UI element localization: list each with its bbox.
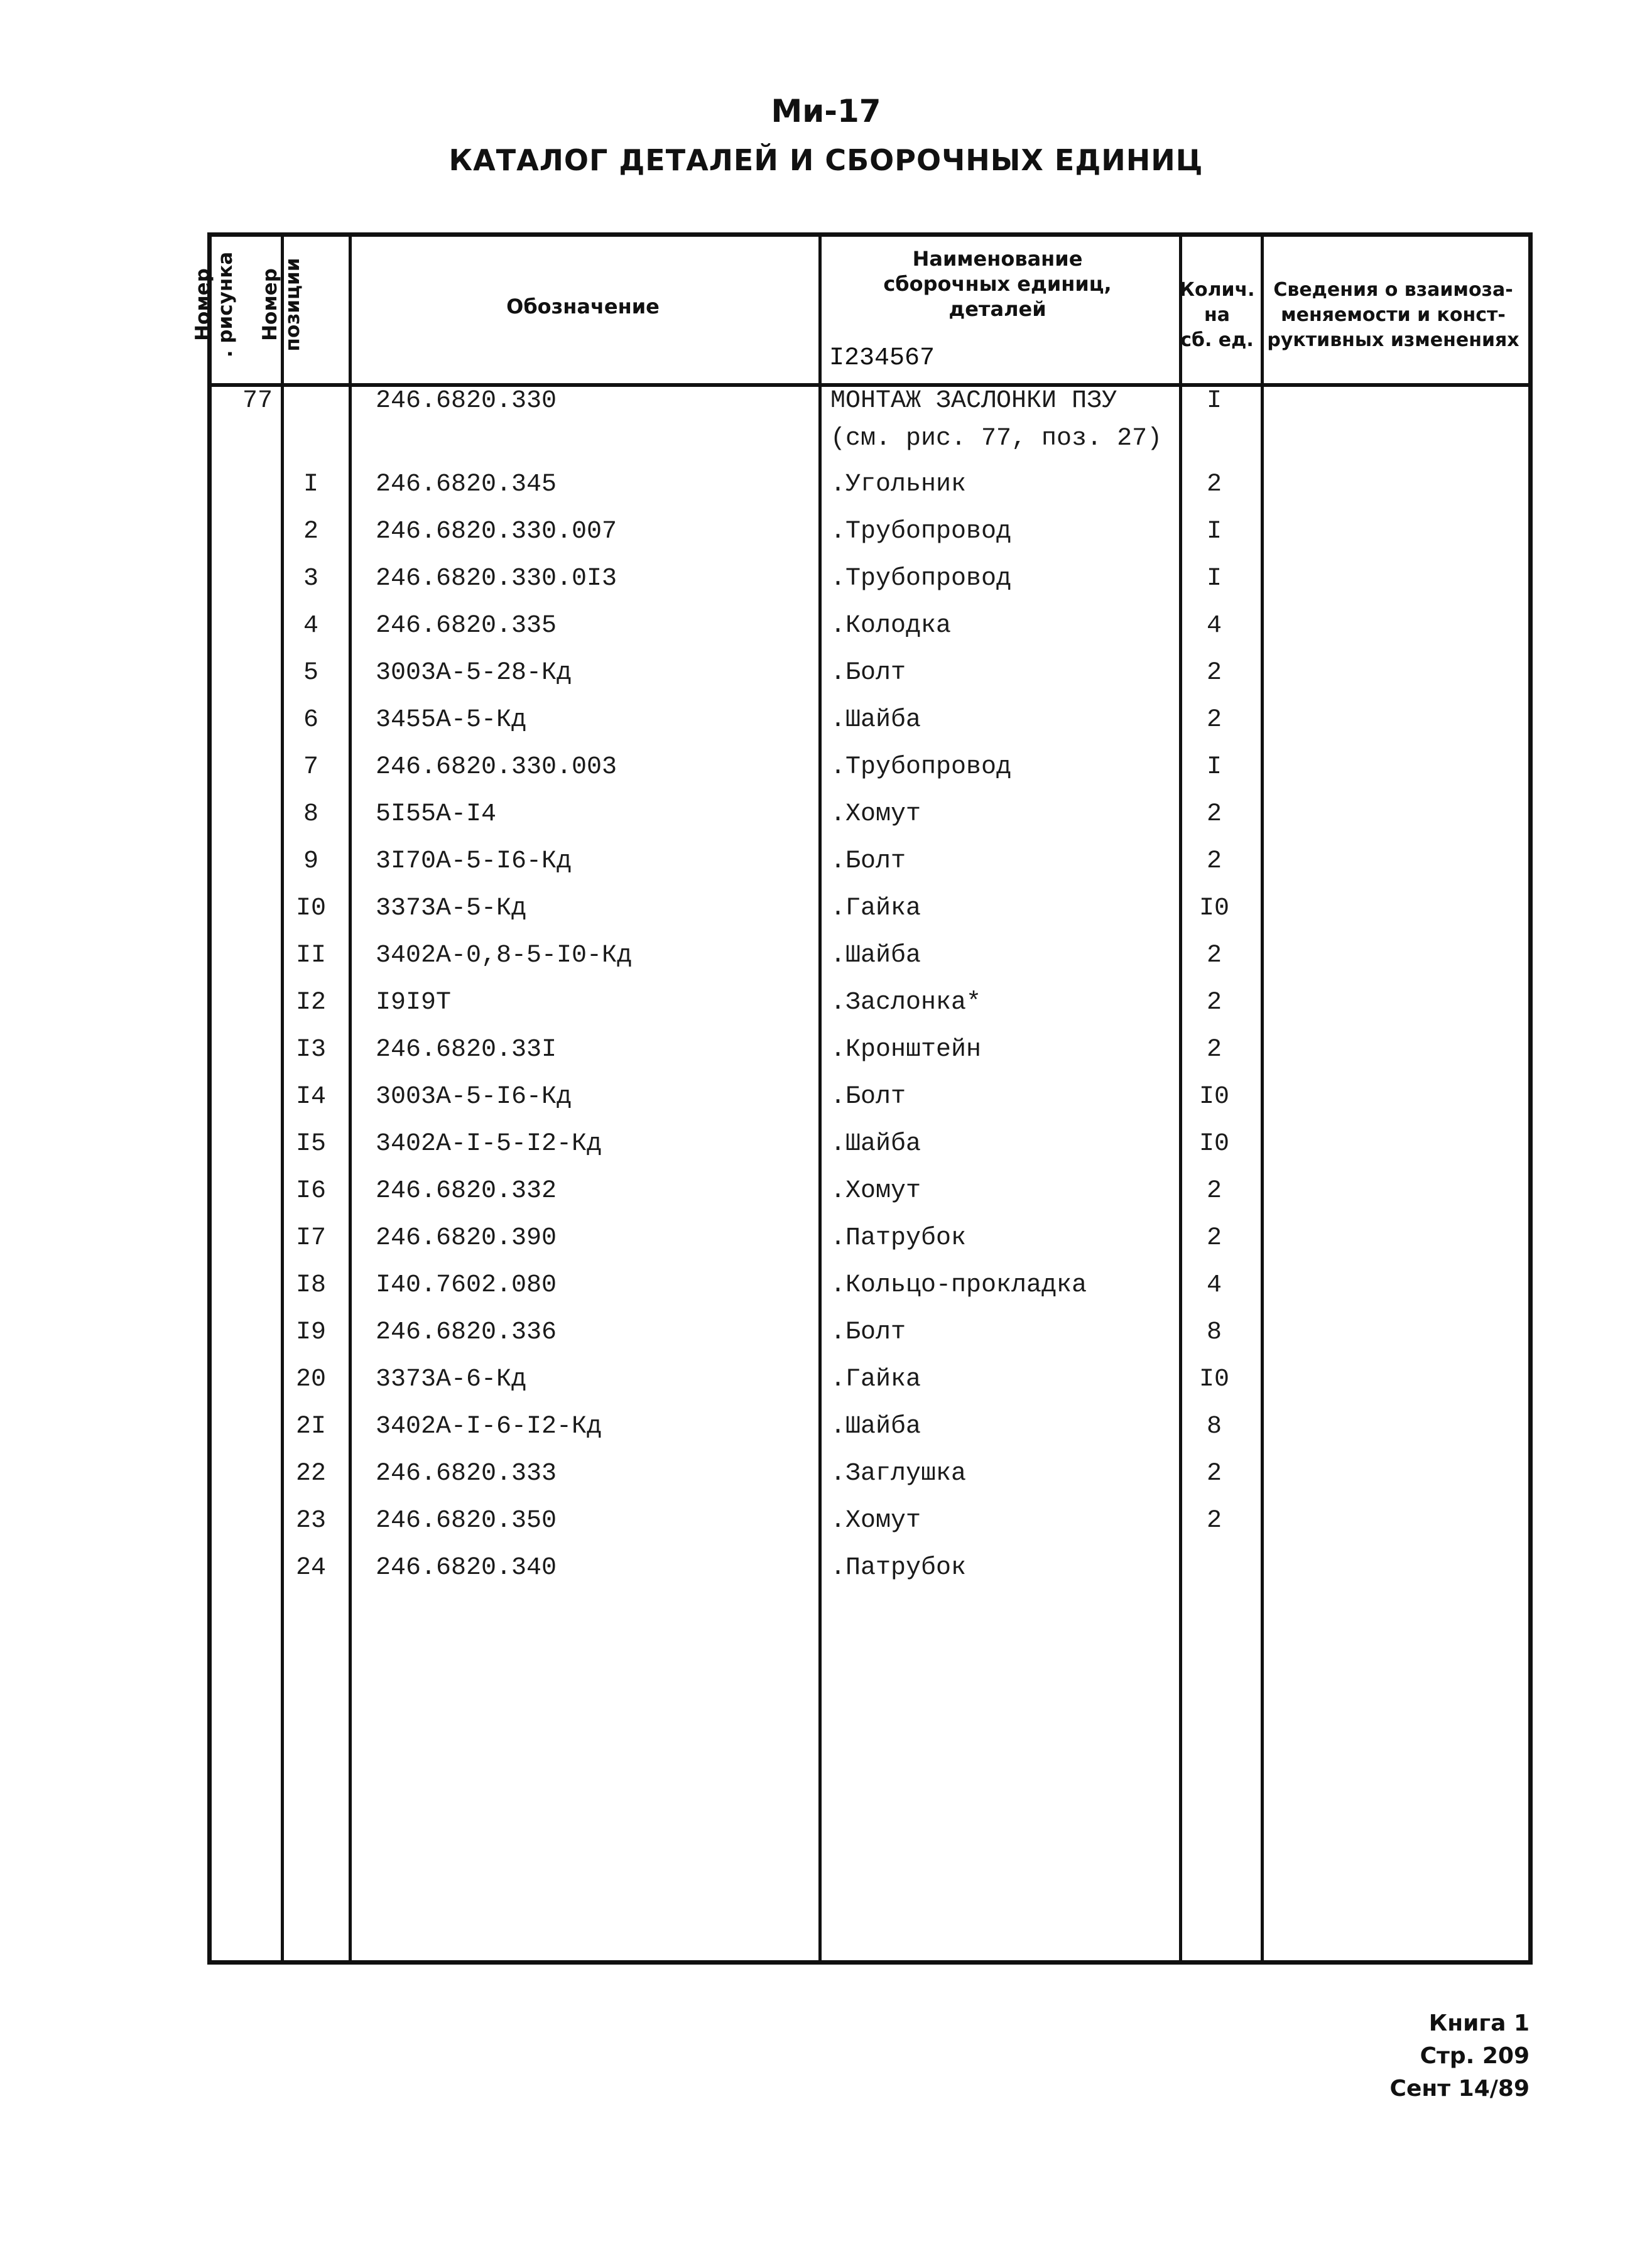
designation-cell: 3I70А-5-I6-Кд: [376, 847, 572, 876]
table-row: [0, 386, 1652, 453]
column-header-designation: Обозначение: [506, 295, 660, 318]
name-cell: .Заглушка: [830, 1460, 967, 1488]
position-cell: 23: [295, 1507, 326, 1535]
name-cell: .Трубопровод: [830, 753, 1012, 781]
name-cell: .Патрубок: [830, 1554, 967, 1582]
designation-cell: I40.7602.080: [376, 1271, 557, 1299]
name-cell: .Болт: [830, 1083, 906, 1111]
quantity-cell: 2: [1206, 1460, 1222, 1488]
table-row: [0, 1129, 1652, 1176]
quantity-cell: 2: [1206, 659, 1222, 687]
quantity-cell: I0: [1198, 1083, 1229, 1111]
designation-cell: 3003А-5-I6-Кд: [376, 1083, 572, 1111]
position-cell: 22: [295, 1460, 326, 1488]
name-cell: .Заслонка*: [830, 989, 982, 1017]
designation-cell: 246.6820.350: [376, 1507, 557, 1535]
designation-cell: 246.6820.336: [376, 1318, 557, 1347]
quantity-cell: I: [1206, 753, 1222, 781]
position-cell: 8: [303, 800, 318, 828]
name-cell: .Шайба: [830, 706, 921, 734]
designation-cell: I9I9Т: [376, 989, 452, 1017]
table-row: [0, 941, 1652, 988]
position-cell: I3: [295, 1036, 326, 1064]
name-cell: МОНТАЖ ЗАСЛОНКИ ПЗУ: [830, 387, 1117, 415]
position-cell: 3: [303, 565, 318, 593]
table-row: [0, 1035, 1652, 1082]
position-cell: 24: [295, 1554, 326, 1582]
name-cell: .Гайка: [830, 894, 921, 923]
table-row: [0, 611, 1652, 658]
position-cell: I9: [295, 1318, 326, 1347]
column-header-name-code: I234567: [829, 344, 935, 372]
table-row: [0, 988, 1652, 1035]
quantity-cell: 2: [1206, 1036, 1222, 1064]
column-header-quantity: Колич. на сб. ед.: [1179, 279, 1255, 351]
table-row: [0, 800, 1652, 847]
quantity-cell: 8: [1206, 1318, 1222, 1347]
quantity-cell: I0: [1198, 1365, 1229, 1394]
designation-cell: 246.6820.330.0I3: [376, 565, 617, 593]
designation-cell: 246.6820.335: [376, 612, 557, 640]
position-cell: I6: [295, 1177, 326, 1205]
name-cell: .Патрубок: [830, 1224, 967, 1252]
quantity-cell: I0: [1198, 1130, 1229, 1158]
table-row: [0, 1082, 1652, 1129]
designation-cell: 3373А-5-Кд: [376, 894, 527, 923]
position-cell: 5: [303, 659, 318, 687]
designation-cell: 5I55А-I4: [376, 800, 497, 828]
position-cell: I: [303, 470, 318, 499]
quantity-cell: I0: [1198, 894, 1229, 923]
designation-cell: 246.6820.390: [376, 1224, 557, 1252]
position-cell: I5: [295, 1130, 326, 1158]
column-header-notes: Сведения о взаимоза- меняемости и конст- руктивных изменениях: [1267, 279, 1519, 351]
quantity-cell: 8: [1206, 1413, 1222, 1441]
table-row: [0, 1459, 1652, 1506]
table-row: [0, 658, 1652, 705]
name-cell: .Шайба: [830, 1130, 921, 1158]
designation-cell: 246.6820.330: [376, 387, 557, 415]
quantity-cell: 4: [1206, 1271, 1222, 1299]
footer-page-number: Стр. 209: [1420, 2043, 1530, 2069]
table-row: [0, 1506, 1652, 1553]
name-cell: .Кронштейн: [830, 1036, 982, 1064]
position-cell: 4: [303, 612, 318, 640]
designation-cell: 246.6820.330.007: [376, 518, 617, 546]
position-cell: 20: [295, 1365, 326, 1394]
designation-cell: 3402А-I-6-I2-Кд: [376, 1413, 602, 1441]
name-cell: .Хомут: [830, 1177, 921, 1205]
quantity-cell: I: [1206, 387, 1222, 415]
quantity-cell: I: [1206, 565, 1222, 593]
name-cell: .Болт: [830, 1318, 906, 1347]
designation-cell: 246.6820.340: [376, 1554, 557, 1582]
name-cell: .Хомут: [830, 1507, 921, 1535]
name-cell: .Колодка: [830, 612, 952, 640]
position-cell: 2I: [295, 1413, 326, 1441]
quantity-cell: 2: [1206, 1507, 1222, 1535]
position-cell: 7: [303, 753, 318, 781]
table-row: [0, 1365, 1652, 1412]
position-cell: I4: [295, 1083, 326, 1111]
name-cell: .Болт: [830, 659, 906, 687]
designation-cell: 3402А-I-5-I2-Кд: [376, 1130, 602, 1158]
designation-cell: 3455А-5-Кд: [376, 706, 527, 734]
name-cell: .Кольцо-прокладка: [830, 1271, 1087, 1299]
designation-cell: 246.6820.33I: [376, 1036, 557, 1064]
designation-cell: 3373А-6-Кд: [376, 1365, 527, 1394]
position-cell: I0: [295, 894, 326, 923]
name-cell: .Угольник: [830, 470, 967, 499]
table-row: [0, 517, 1652, 564]
position-cell: 9: [303, 847, 318, 876]
quantity-cell: 2: [1206, 470, 1222, 499]
table-row: [0, 752, 1652, 800]
quantity-cell: 4: [1206, 612, 1222, 640]
document-model-title: Ми-17: [771, 93, 881, 129]
column-header-name: Наименование сборочных единиц, деталей: [883, 247, 1112, 321]
position-cell: I2: [295, 989, 326, 1017]
position-cell: 2: [303, 518, 318, 546]
name-cell: .Хомут: [830, 800, 921, 828]
position-cell: I8: [295, 1271, 326, 1299]
quantity-cell: 2: [1206, 1177, 1222, 1205]
table-row: [0, 1412, 1652, 1459]
quantity-cell: 2: [1206, 847, 1222, 876]
name-cell: .Болт: [830, 847, 906, 876]
table-row: [0, 705, 1652, 752]
column-header-position-number: Номер позиции: [259, 258, 304, 352]
table-row: [0, 1223, 1652, 1271]
figure-number-cell: 77: [242, 387, 273, 415]
name-cell-continuation: (см. рис. 77, поз. 27): [830, 425, 1163, 453]
document-catalog-title: КАТАЛОГ ДЕТАЛЕЙ И СБОРОЧНЫХ ЕДИНИЦ: [448, 143, 1204, 177]
position-cell: I7: [295, 1224, 326, 1252]
page-footer: [1390, 2007, 1530, 2105]
name-cell: .Трубопровод: [830, 518, 1012, 546]
designation-cell: 246.6820.345: [376, 470, 557, 499]
name-cell: .Шайба: [830, 941, 921, 970]
table-row: [0, 894, 1652, 941]
quantity-cell: 2: [1206, 941, 1222, 970]
designation-cell: 246.6820.330.003: [376, 753, 617, 781]
footer-book: Книга 1: [1428, 2010, 1530, 2036]
table-row: [0, 1553, 1652, 1600]
name-cell: .Трубопровод: [830, 565, 1012, 593]
quantity-cell: 2: [1206, 989, 1222, 1017]
table-row: [0, 470, 1652, 517]
designation-cell: 3402А-0,8-5-I0-Кд: [376, 941, 633, 970]
table-row: [0, 564, 1652, 611]
designation-cell: 246.6820.332: [376, 1177, 557, 1205]
table-row: [0, 847, 1652, 894]
table-row: [0, 1176, 1652, 1223]
quantity-cell: 2: [1206, 800, 1222, 828]
quantity-cell: I: [1206, 518, 1222, 546]
table-row: [0, 1318, 1652, 1365]
designation-cell: 246.6820.333: [376, 1460, 557, 1488]
position-cell: 6: [303, 706, 318, 734]
quantity-cell: 2: [1206, 706, 1222, 734]
designation-cell: 3003А-5-28-Кд: [376, 659, 572, 687]
footer-date: Сент 14/89: [1389, 2076, 1530, 2102]
quantity-cell: 2: [1206, 1224, 1222, 1252]
table-row: [0, 1271, 1652, 1318]
name-cell: .Гайка: [830, 1365, 921, 1394]
name-cell: .Шайба: [830, 1413, 921, 1441]
position-cell: II: [295, 941, 326, 970]
column-header-figure-number: Номер . рисунка: [192, 251, 237, 358]
